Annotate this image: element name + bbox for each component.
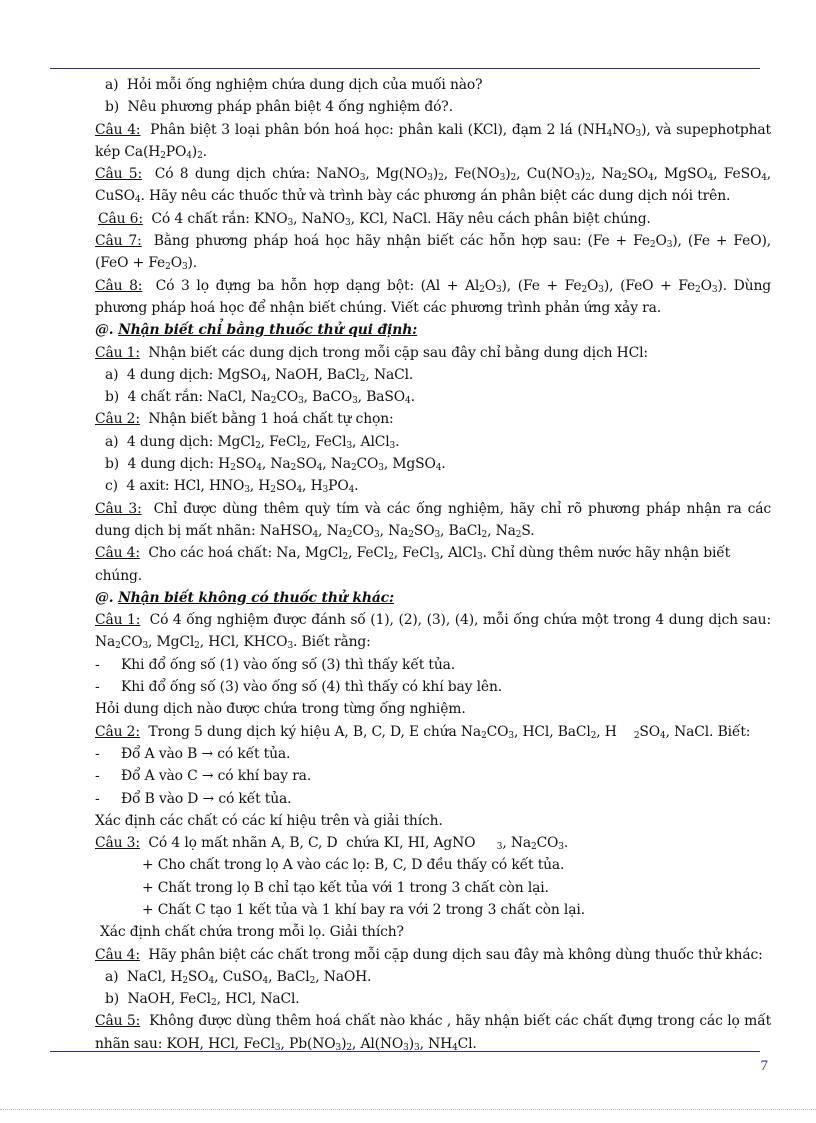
question-label: Câu 4: (95, 121, 141, 138)
text-run: . (354, 478, 359, 495)
subscript: 2 (346, 1042, 352, 1053)
subscript: 4 (606, 128, 613, 139)
subscript: 3 (496, 842, 503, 853)
subscript: 3 (287, 641, 294, 652)
text-run: O (170, 255, 182, 272)
subscript: 4 (208, 975, 215, 986)
text-run: CO (276, 389, 299, 406)
text-run: ) (341, 1035, 347, 1052)
text-line (95, 854, 771, 876)
text-run: O (655, 233, 667, 250)
text-run: , NaNO (293, 210, 345, 227)
text-run: , NaOH. (315, 968, 372, 985)
subscript: 3 (374, 529, 380, 540)
subscript: 4 (405, 396, 411, 407)
text-line (95, 364, 771, 386)
subscript: 4 (256, 463, 262, 474)
question-label: Câu 2: (95, 411, 140, 428)
text-run: ) (408, 1035, 414, 1052)
text-run: , BaSO (357, 389, 405, 406)
bullet-dash: - (95, 656, 100, 673)
subscript: 3 (508, 730, 514, 741)
text-run: Xác định các chất có các kí hiệu trên và giải thích. (95, 812, 443, 829)
text-run: a) 4 dung dịch: MgCl (105, 433, 256, 450)
text-run: , Na (487, 522, 516, 539)
text-line (95, 921, 771, 943)
subscript: 2 (359, 373, 366, 384)
subscript: 2 (309, 975, 316, 986)
subscript: 3 (346, 440, 353, 451)
text-run: Cho các hoá chất: Na, MgCl (139, 545, 343, 562)
subscript: 3 (427, 173, 433, 184)
text-run: . Hãy nêu các thuốc thử và trình bày các phương án phân biệt các dung dịch nói trên. (140, 188, 731, 205)
text-run: . (441, 456, 446, 473)
subscript: 3 (274, 1042, 281, 1053)
text-run: , NaOH, BaCl (266, 366, 360, 383)
subscript: 3 (476, 552, 483, 563)
subscript: 3 (434, 529, 441, 540)
text-run: b) 4 dung dịch: H (105, 456, 231, 473)
footer-rule (50, 1051, 760, 1052)
text-run: , HCl, NaCl. (216, 991, 300, 1008)
text-line (95, 319, 771, 341)
text-line (95, 721, 771, 743)
text-line (95, 877, 771, 899)
subscript: 2 (408, 529, 414, 540)
text-run: , H (302, 478, 323, 495)
subscript: 2 (255, 440, 261, 451)
text-run: CO (352, 522, 375, 539)
text-run: ) (580, 166, 586, 183)
subscript: 4 (134, 195, 141, 206)
bullet-dash: - (95, 679, 100, 696)
text-run: b) Nêu phương pháp phân biệt 4 ống nghiệm đó?. (105, 99, 453, 116)
text-line (95, 230, 776, 275)
question-label: Câu 3: (95, 835, 140, 852)
text-run: PO (328, 478, 349, 495)
text-run: , FeSO (713, 166, 762, 183)
text-run: , BaCl (268, 968, 310, 985)
bullet-dash: - (95, 745, 100, 762)
text-run: + Cho chất trong lọ A vào các lọ: B, C, D đều thấy có kết tủa. (142, 857, 565, 874)
text-run: CO (486, 723, 509, 740)
text-line (95, 587, 771, 609)
text-run: , MgSO (653, 166, 708, 183)
text-run: , KCl, NaCl. Hãy nêu cách phân biệt chúng. (350, 210, 651, 227)
text-run: Có 4 chất rắn: KNO (142, 210, 288, 227)
page-edge-divider (0, 1109, 816, 1110)
text-run: ) (432, 166, 439, 183)
text-run: SO (187, 968, 209, 985)
text-run: , Fe(NO (443, 166, 500, 183)
text-line (95, 386, 771, 408)
text-run: . (410, 389, 415, 406)
subscript: 3 (495, 284, 502, 295)
subscript: 2 (633, 730, 640, 741)
text-run: , HCl, BaCl (513, 723, 591, 740)
subscript: 2 (388, 552, 394, 563)
subscript: 4 (312, 529, 319, 540)
subscript: 4 (348, 485, 355, 496)
text-run: SO (639, 723, 661, 740)
subscript: 3 (142, 641, 149, 652)
subscript: 4 (761, 173, 767, 184)
text-run: , H (596, 723, 634, 740)
text-run: Có 4 lọ mất nhãn A, B, C, D chứa KI, HI, AgNO (139, 835, 497, 852)
text-run: S. (521, 522, 535, 539)
subscript: 2 (515, 529, 522, 540)
text-line (95, 163, 776, 208)
text-run: , Na (261, 456, 291, 473)
text-run: , Na (318, 522, 347, 539)
text-run: , BaCl (440, 522, 482, 539)
text-run: , AlCl (352, 433, 390, 450)
subscript: 2 (350, 463, 357, 474)
text-run: SO (275, 478, 297, 495)
text-run: b) 4 chất rắn: NaCl, Na (105, 389, 271, 406)
text-run: ) (191, 143, 198, 160)
text-run: , NaCl. (365, 366, 414, 383)
question-label: Câu 4: (95, 946, 140, 963)
subscript: 2 (270, 396, 277, 407)
question-label: Câu 1: (95, 612, 141, 629)
text-run: Cl. (457, 1035, 477, 1052)
text-run: , Na (502, 835, 531, 852)
subscript: 4 (260, 373, 267, 384)
text-run: , MgSO (383, 456, 436, 473)
subscript: 3 (499, 173, 506, 184)
text-run: Nhận biết các dung dịch trong mỗi cặp sau đây chỉ bằng dung dịch HCl: (139, 344, 648, 361)
subscript: 2 (649, 240, 656, 251)
text-run: CO (536, 835, 559, 852)
text-run: , NaCl. Biết: (665, 723, 751, 740)
subscript: 3 (298, 396, 304, 407)
text-run: . (395, 433, 400, 450)
subscript: 3 (403, 1042, 409, 1053)
subscript: 3 (287, 217, 294, 228)
question-label: Câu 5: (95, 166, 142, 183)
text-run: CO (120, 634, 143, 651)
text-run: Phân biệt 3 loại phân bón hoá học: phân kali (KCl), đạm 2 lá (NH (140, 121, 607, 138)
subscript: 3 (345, 217, 351, 228)
subscript: 2 (300, 440, 307, 451)
subscript: 2 (438, 173, 444, 184)
question-label: Câu 4: (95, 545, 140, 562)
text-run: , FeCl (260, 433, 301, 450)
page-number: 7 (760, 1058, 768, 1074)
text-run: Có 4 ống nghiệm được đánh số (1), (2), (3), (4), mỗi ống chứa một trong 4 dung dịch sau: Na (95, 612, 776, 651)
text-run: ), (Fe + Fe (501, 277, 582, 294)
text-run: Hãy phân biệt các chất trong mỗi cặp dung dịch sau đây mà không dùng thuốc thử khác: (139, 946, 763, 963)
text-run: ), (FeO + Fe (603, 277, 696, 294)
subscript: 3 (635, 128, 642, 139)
text-run: Bằng phương pháp hoá học hãy nhận biết các hỗn hợp sau: (Fe + Fe (141, 233, 650, 250)
question-label: Câu 8: (95, 277, 143, 294)
text-run: a) Hỏi mỗi ống nghiệm chứa dung dịch của muối nào? (105, 77, 483, 93)
text-run: Trong 5 dung dịch ký hiệu A, B, C, D, E chứa Na (139, 723, 482, 740)
subscript: 2 (230, 463, 236, 474)
text-run: @. (95, 322, 119, 339)
text-run: c) 4 axit: HCl, HNO (105, 478, 245, 495)
text-line (95, 676, 771, 698)
text-line (95, 654, 771, 676)
text-run: , AlCl (439, 545, 477, 562)
subscript: 2 (481, 529, 488, 540)
text-run: , CuSO (214, 968, 263, 985)
text-run: , Na (379, 522, 409, 539)
subscript: 4 (452, 1042, 458, 1053)
subscript: 2 (479, 284, 485, 295)
text-run: , FeCl (306, 433, 347, 450)
text-line (95, 765, 771, 787)
subscript: 3 (433, 552, 440, 563)
text-run: , Na (322, 456, 351, 473)
text-line (95, 698, 771, 720)
text-line (95, 342, 771, 364)
subscript: 2 (695, 284, 701, 295)
subscript: 3 (414, 1042, 420, 1053)
text-line (95, 1010, 776, 1055)
text-run: , NH (419, 1035, 453, 1052)
subscript: 2 (290, 463, 297, 474)
text-run: , HCl, KHCO (199, 634, 288, 651)
text-line (95, 119, 776, 164)
subscript: 3 (598, 284, 604, 295)
text-run: Xác định chất chứa trong mỗi lọ. Giải thích? (100, 924, 404, 941)
subscript: 2 (270, 485, 276, 496)
subscript: 2 (585, 173, 591, 184)
bullet-dash: - (95, 768, 100, 785)
text-line (95, 498, 776, 543)
text-run: Hỏi dung dịch nào được chứa trong từng ống nghiệm. (95, 701, 466, 718)
text-run: , Mg(NO (365, 166, 428, 183)
question-label: Câu 1: (95, 344, 140, 361)
text-run: , Pb(NO (280, 1035, 336, 1052)
text-run: NO (612, 121, 636, 138)
text-line (95, 743, 771, 765)
text-run: Chỉ được dùng thêm quỳ tím và các ống nghiệm, hãy chỉ rõ phương pháp nhận ra các dung dịch bị mất nhãn: NaHSO (95, 500, 776, 539)
text-run: , FeCl (348, 545, 389, 562)
text-run: @. (95, 589, 119, 606)
subscript: 4 (296, 485, 303, 496)
subscript: 2 (621, 173, 628, 184)
text-run: + Chất C tạo 1 kết tủa và 1 khí bay ra với 2 trong 3 chất còn lại. (142, 901, 585, 918)
subscript: 3 (666, 240, 673, 251)
text-run: O (587, 277, 599, 294)
subscript: 3 (244, 485, 250, 496)
text-line (95, 74, 771, 96)
subscript: 3 (574, 173, 581, 184)
text-run: Có 8 dung dịch chứa: NaNO (142, 166, 360, 183)
text-line (95, 832, 771, 854)
subscript: 2 (210, 998, 217, 1009)
subscript: 2 (342, 552, 349, 563)
subscript: 3 (352, 396, 358, 407)
text-run: SO (296, 456, 317, 473)
question-label: Câu 7: (95, 233, 142, 250)
text-line (95, 542, 771, 587)
subscript: 4 (435, 463, 442, 474)
subscript: 4 (316, 463, 323, 474)
text-run: ). Dùng phương pháp hoá học để nhận biết chúng. Viết các phương trình phản ứng xảy ra. (95, 277, 776, 316)
subscript: 2 (165, 262, 171, 273)
text-run: SO (627, 166, 648, 183)
subscript: 3 (378, 463, 384, 474)
text-run: . Biết rằng: (293, 634, 371, 651)
text-run: + Chất trong lọ B chỉ tạo kết tủa với 1 trong 3 chất còn lại. (142, 879, 549, 896)
text-run: , FeCl (393, 545, 434, 562)
question-label: Câu 6: (98, 210, 143, 227)
subscript: 2 (531, 842, 537, 853)
text-run: , Al(NO (351, 1035, 404, 1052)
subscript: 2 (481, 730, 487, 741)
text-run: CO (356, 456, 379, 473)
document-body (95, 74, 776, 1055)
text-run: , Cu(NO (516, 166, 575, 183)
subscript: 3 (322, 485, 329, 496)
text-run: Có 3 lọ đựng ba hỗn hợp dạng bột: (Al + Al (142, 277, 480, 294)
text-line (95, 899, 771, 921)
text-run: Khi đổ ống số (1) vào ống số (3) thì thấy kết tủa. (121, 656, 456, 673)
question-label: Câu 5: (95, 1013, 141, 1030)
text-run: . Chỉ dùng thêm nước hãy nhận biết chúng. (95, 545, 735, 584)
text-line (95, 609, 776, 654)
text-line (95, 431, 771, 453)
subscript: 2 (197, 150, 203, 161)
text-run: SO (235, 456, 257, 473)
subscript: 2 (510, 173, 517, 184)
text-run: SO (413, 522, 435, 539)
text-run: ), (Fe + FeO), (FeO + Fe (95, 233, 776, 272)
text-run: ). (187, 255, 198, 272)
text-line (95, 966, 771, 988)
text-line (95, 96, 771, 118)
text-run: O (700, 277, 712, 294)
text-run: ), và supephotphat kép Ca(H (95, 121, 776, 160)
subscript: 2 (194, 641, 200, 652)
text-run: PO (165, 143, 187, 160)
subscript: 2 (182, 975, 188, 986)
text-run: Đổ B vào D → có kết tủa. (121, 790, 292, 807)
subscript: 3 (389, 440, 396, 451)
subscript: 3 (558, 842, 564, 853)
question-label: Nhận biết chỉ bằng thuốc thử qui định: (118, 322, 418, 339)
text-line (95, 475, 771, 497)
subscript: 4 (647, 173, 654, 184)
text-line (95, 988, 771, 1010)
text-run: Nhận biết bằng 1 hoá chất tự chọn: (139, 411, 394, 428)
text-run: . (563, 835, 569, 852)
subscript: 3 (711, 284, 718, 295)
subscript: 2 (346, 529, 353, 540)
text-line (95, 944, 771, 966)
subscript: 2 (115, 641, 121, 652)
text-run: , Na (590, 166, 622, 183)
text-run: a) 4 dung dịch: MgSO (105, 366, 261, 383)
bullet-dash: - (95, 790, 100, 807)
text-run: Không được dùng thêm hoá chất nào khác , hãy nhận biết các chất đựng trong các lọ mất nhãn sau: KOH, HCl, FeCl (95, 1013, 776, 1052)
subscript: 3 (359, 173, 366, 184)
text-line (95, 275, 776, 320)
text-run: Đổ A vào B → có kết tủa. (121, 745, 291, 762)
subscript: 2 (160, 150, 166, 161)
subscript: 4 (262, 975, 269, 986)
text-run: ) (505, 166, 511, 183)
question-label: Câu 3: (95, 500, 142, 517)
text-run: Đổ A vào C → có khí bay ra. (121, 768, 312, 785)
subscript: 3 (181, 262, 188, 273)
subscript: 4 (186, 150, 192, 161)
text-run: , MgCl (148, 634, 195, 651)
text-line (95, 208, 771, 230)
text-run: , BaCO (303, 389, 353, 406)
text-run: a) NaCl, H (105, 968, 183, 985)
text-run: b) NaOH, FeCl (105, 991, 211, 1008)
text-run: , H (249, 478, 271, 495)
subscript: 4 (660, 730, 666, 741)
question-label: Nhận biết không có thuốc thử khác: (118, 589, 394, 606)
text-line (95, 810, 771, 832)
header-rule (50, 68, 760, 69)
text-line (95, 408, 771, 430)
text-run: O (484, 277, 496, 294)
subscript: 4 (707, 173, 714, 184)
text-run: , CuSO (95, 166, 776, 205)
text-line (95, 453, 771, 475)
text-run: . (202, 143, 207, 160)
subscript: 2 (581, 284, 588, 295)
subscript: 3 (335, 1042, 342, 1053)
text-line (95, 788, 771, 810)
subscript: 2 (590, 730, 597, 741)
text-run: Khi đổ ống số (3) vào ống số (4) thì thấy có khí bay lên. (121, 679, 503, 696)
question-label: Câu 2: (95, 723, 140, 740)
